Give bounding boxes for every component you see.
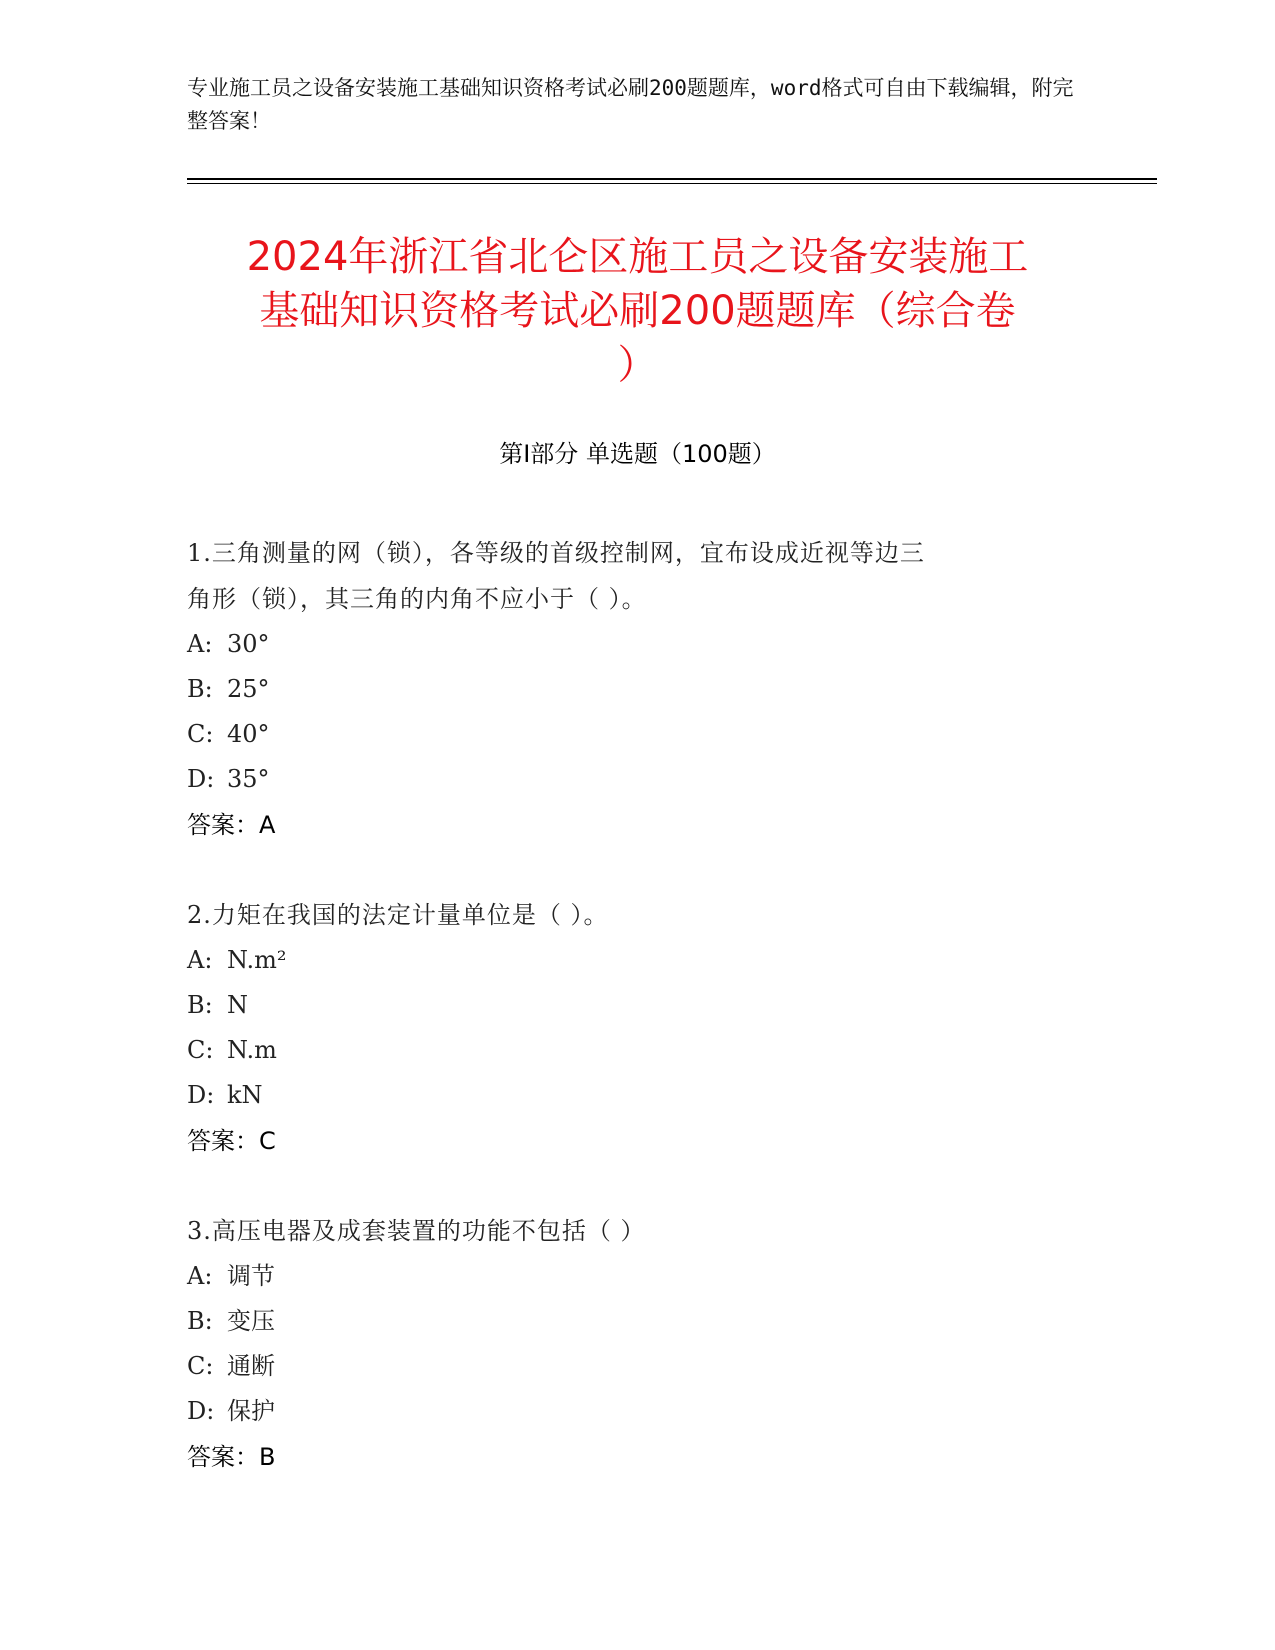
option-text: 25°: [227, 675, 270, 703]
answer-line: [187, 1434, 1067, 1480]
question-stem-line: 2.力矩在我国的法定计量单位是（ ）。: [187, 901, 609, 929]
header-divider-thick: [187, 178, 1157, 180]
option-letter: A:: [187, 946, 213, 974]
option-text: 调节: [227, 1262, 275, 1290]
option-row: [187, 1299, 1067, 1344]
question-stem-line: 3.高压电器及成套装置的功能不包括（ ）: [187, 1217, 646, 1245]
answer-value: C: [259, 1127, 276, 1155]
option-text: 35°: [227, 765, 270, 793]
option-text: 通断: [227, 1352, 275, 1380]
option-letter: A:: [187, 1262, 213, 1290]
section-title: 第Ⅰ部分 单选题（100题）: [499, 440, 776, 468]
question-list: [187, 530, 1067, 1524]
option-row: [187, 983, 1067, 1028]
option-row: [187, 712, 1067, 757]
option-row: [187, 1344, 1067, 1389]
option-text: N: [227, 991, 248, 1019]
option-text: N.m: [227, 1036, 277, 1064]
answer-value: B: [259, 1443, 276, 1471]
title-line: 基础知识资格考试必刷200题题库（综合卷: [259, 288, 1016, 334]
answer-label: 答案：: [187, 811, 259, 839]
option-row: [187, 938, 1067, 983]
title-line: ）: [617, 342, 658, 388]
option-letter: D:: [187, 1397, 215, 1425]
option-letter: B:: [187, 675, 213, 703]
header-divider-thin: [187, 183, 1157, 184]
option-letter: B:: [187, 991, 213, 1019]
answer-line: [187, 1118, 1067, 1164]
title-line: 2024年浙江省北仑区施工员之设备安装施工: [246, 234, 1029, 280]
option-letter: C:: [187, 1352, 214, 1380]
answer-label: 答案：: [187, 1127, 259, 1155]
option-row: [187, 1254, 1067, 1299]
option-row: [187, 667, 1067, 712]
option-row: [187, 1389, 1067, 1434]
option-row: [187, 622, 1067, 667]
option-row: [187, 1028, 1067, 1073]
option-letter: A:: [187, 630, 213, 658]
option-letter: B:: [187, 1307, 213, 1335]
answer-value: A: [259, 811, 276, 839]
option-text: 40°: [227, 720, 270, 748]
option-letter: C:: [187, 720, 214, 748]
answer-label: 答案：: [187, 1443, 259, 1471]
option-text: N.m²: [227, 946, 287, 974]
option-letter: C:: [187, 1036, 214, 1064]
option-letter: D:: [187, 765, 215, 793]
option-row: [187, 1073, 1067, 1118]
option-text: 保护: [227, 1397, 275, 1425]
question-item: [187, 530, 1067, 848]
document-title: [150, 230, 1125, 392]
option-text: 30°: [227, 630, 270, 658]
question-stem-line: 1.三角测量的网（锁），各等级的首级控制网，宜布设成近视等边三: [187, 539, 925, 567]
answer-line: [187, 802, 1067, 848]
option-letter: D:: [187, 1081, 215, 1109]
option-text: 变压: [227, 1307, 275, 1335]
question-item: [187, 1208, 1067, 1480]
question-stem-line: 角形（锁），其三角的内角不应小于（ ）。: [187, 585, 647, 613]
header-note: 专业施工员之设备安装施工基础知识资格考试必刷200题题库，word格式可自由下载编辑，附完整答案！: [187, 76, 1074, 133]
option-row: [187, 757, 1067, 802]
option-text: kN: [227, 1081, 263, 1109]
question-item: [187, 892, 1067, 1164]
